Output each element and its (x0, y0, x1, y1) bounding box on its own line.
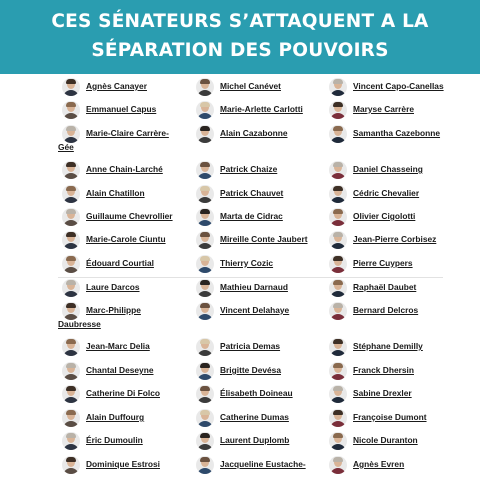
senator-portrait (196, 101, 214, 119)
senator-name-link[interactable]: Franck Dhersin (353, 365, 414, 375)
senator-name-link[interactable]: Chantal Deseyne (86, 365, 154, 375)
senator-name-link[interactable]: Michel Canévet (220, 81, 281, 91)
senator-name-link[interactable]: Catherine Dumas (220, 412, 289, 422)
senator-entry (192, 125, 344, 147)
senator-portrait (62, 432, 80, 450)
senator-name-link[interactable]: Dominique Estrosi (86, 459, 160, 469)
title-banner (0, 0, 480, 74)
senator-name-link[interactable]: Pierre Cuypers (353, 258, 413, 268)
senator-grid (0, 74, 480, 480)
senator-entry (58, 338, 210, 360)
senator-entry (58, 255, 210, 277)
senator-name-link[interactable]: Mathieu Darnaud (220, 282, 288, 292)
title-line-1: CES SÉNATEURS S’ATTAQUENT A LA (51, 11, 429, 32)
senator-entry (325, 409, 477, 431)
senator-portrait (329, 78, 347, 96)
senator-name-link[interactable]: Alain Cazabonne (220, 128, 288, 138)
senator-name-link[interactable]: Marc-Philippe (86, 305, 141, 315)
senator-name-link[interactable]: Bernard Delcros (353, 305, 419, 315)
senator-entry (325, 456, 477, 478)
senator-portrait (196, 161, 214, 179)
senator-name-link[interactable]: Jean-Pierre Corbisez (353, 234, 437, 244)
senator-portrait (329, 208, 347, 226)
senator-entry (192, 302, 344, 324)
senator-name-link[interactable]: Patrick Chaize (220, 164, 278, 174)
senator-entry (192, 385, 344, 407)
senator-portrait (329, 279, 347, 297)
senator-portrait (196, 385, 214, 403)
senator-portrait (329, 385, 347, 403)
senator-name-link[interactable]: Édouard Courtial (86, 258, 154, 268)
senator-name-link[interactable]: Samantha Cazebonne (353, 128, 441, 138)
senator-entry (58, 385, 210, 407)
senator-entry (58, 456, 210, 478)
senator-entry (325, 101, 477, 123)
senator-entry (192, 231, 344, 253)
senator-portrait (196, 255, 214, 273)
senator-entry (325, 362, 477, 384)
senator-portrait (196, 185, 214, 203)
senator-portrait (329, 231, 347, 249)
senator-name-continuation[interactable]: Daubresse (58, 319, 101, 329)
senator-portrait (329, 125, 347, 143)
senator-entry (325, 161, 477, 183)
senator-entry (325, 185, 477, 207)
senator-name-link[interactable]: Laure Darcos (86, 282, 140, 292)
senator-entry (325, 208, 477, 230)
senator-entry (325, 338, 477, 360)
senator-portrait (329, 409, 347, 427)
senator-portrait (196, 432, 214, 450)
senator-portrait (62, 456, 80, 474)
senator-name-link[interactable]: Sabine Drexler (353, 388, 412, 398)
senator-portrait (62, 161, 80, 179)
senator-entry (58, 432, 210, 454)
senator-name-link[interactable]: Marta de Cidrac (220, 211, 283, 221)
senator-portrait (62, 302, 80, 320)
senator-entry (192, 208, 344, 230)
senator-name-continuation[interactable]: Gée (58, 142, 74, 152)
senator-portrait (196, 78, 214, 96)
senator-entry (58, 302, 210, 329)
senator-portrait (62, 255, 80, 273)
senator-name-link[interactable]: Mireille Conte Jaubert (220, 234, 308, 244)
senator-entry (58, 125, 210, 152)
senator-entry (58, 409, 210, 431)
senator-portrait (196, 302, 214, 320)
senator-portrait (196, 231, 214, 249)
senator-name-link[interactable]: Raphaël Daubet (353, 282, 417, 292)
senator-portrait (62, 208, 80, 226)
senator-portrait (62, 338, 80, 356)
senator-entry (58, 101, 210, 123)
senator-name-link[interactable]: Guillaume Chevrollier (86, 211, 173, 221)
senator-entry (192, 185, 344, 207)
senator-entry (325, 279, 477, 301)
senator-portrait (329, 185, 347, 203)
senator-entry (192, 409, 344, 431)
senator-entry (325, 255, 477, 277)
senator-portrait (196, 409, 214, 427)
senator-entry (58, 362, 210, 384)
senator-name-link[interactable]: Patrick Chauvet (220, 188, 284, 198)
senator-entry (192, 362, 344, 384)
senator-entry (325, 385, 477, 407)
senator-entry (192, 101, 344, 123)
senator-portrait (196, 279, 214, 297)
senator-portrait (62, 78, 80, 96)
senator-name-link[interactable]: Nicole Duranton (353, 435, 418, 445)
senator-entry (325, 78, 477, 100)
senator-portrait (196, 208, 214, 226)
senator-portrait (62, 185, 80, 203)
senator-portrait (62, 385, 80, 403)
senator-name-link[interactable]: Alain Chatillon (86, 188, 145, 198)
senator-portrait (62, 101, 80, 119)
senator-portrait (329, 362, 347, 380)
senator-name-link[interactable]: Jean-Marc Delia (86, 341, 150, 351)
senator-name-link[interactable]: Marie-Arlette Carlotti (220, 104, 303, 114)
senator-entry (192, 338, 344, 360)
senator-name-link[interactable]: Jacqueline Eustache- (220, 459, 306, 469)
senator-name-link[interactable]: Marie-Claire Carrère- (86, 128, 169, 138)
senator-entry (58, 208, 210, 230)
senator-portrait (329, 101, 347, 119)
senator-entry (325, 432, 477, 454)
senator-portrait (196, 125, 214, 143)
senator-portrait (329, 432, 347, 450)
senator-entry (58, 279, 210, 301)
senator-portrait (196, 338, 214, 356)
senator-name-link[interactable]: Emmanuel Capus (86, 104, 157, 114)
senator-name-link[interactable]: Laurent Duplomb (220, 435, 290, 445)
senator-entry (58, 185, 210, 207)
senator-portrait (329, 338, 347, 356)
senator-portrait (329, 302, 347, 320)
senator-name-link[interactable]: Alain Duffourg (86, 412, 145, 422)
senator-entry (58, 161, 210, 183)
senator-entry (58, 231, 210, 253)
senator-entry (192, 161, 344, 183)
senator-name-link[interactable]: Cédric Chevalier (353, 188, 420, 198)
senator-name-link[interactable]: Stéphane Demilly (353, 341, 423, 351)
senator-entry (192, 432, 344, 454)
title-line-2: SÉPARATION DES POUVOIRS (91, 40, 389, 61)
senator-entry (325, 302, 477, 324)
senator-portrait (62, 362, 80, 380)
senator-name-link[interactable]: Vincent Capo-Canellas (353, 81, 444, 91)
senator-name-link[interactable]: Anne Chain-Larché (86, 164, 163, 174)
senator-portrait (62, 231, 80, 249)
section-divider (58, 277, 443, 278)
senator-entry (192, 456, 344, 478)
senator-name-link[interactable]: Éric Dumoulin (86, 435, 143, 445)
senator-entry (192, 78, 344, 100)
senator-name-link[interactable]: Brigitte Devésa (220, 365, 281, 375)
senator-name-link[interactable]: Agnès Evren (353, 459, 405, 469)
senator-portrait (62, 409, 80, 427)
senator-name-link[interactable]: Patricia Demas (220, 341, 281, 351)
senator-name-link[interactable]: Élisabeth Doineau (220, 388, 293, 398)
senator-name-link[interactable]: Thierry Cozic (220, 258, 274, 268)
senator-portrait (196, 362, 214, 380)
senator-name-link[interactable]: Maryse Carrère (353, 104, 414, 114)
senator-name-link[interactable]: Vincent Delahaye (220, 305, 290, 315)
senator-portrait (329, 255, 347, 273)
senator-name-link[interactable]: Catherine Di Folco (86, 388, 160, 398)
senator-entry (192, 255, 344, 277)
senator-entry (192, 279, 344, 301)
senator-name-link[interactable]: Françoise Dumont (353, 412, 427, 422)
senator-portrait (196, 456, 214, 474)
senator-name-link[interactable]: Olivier Cigolotti (353, 211, 416, 221)
senator-name-link[interactable]: Daniel Chasseing (353, 164, 423, 174)
senator-portrait (62, 125, 80, 143)
senator-entry (325, 231, 477, 253)
senator-portrait (329, 161, 347, 179)
senator-name-link[interactable]: Agnès Canayer (86, 81, 147, 91)
senator-portrait (329, 456, 347, 474)
senator-entry (325, 125, 477, 147)
senator-entry (58, 78, 210, 100)
senator-portrait (62, 279, 80, 297)
senator-name-link[interactable]: Marie-Carole Ciuntu (86, 234, 166, 244)
